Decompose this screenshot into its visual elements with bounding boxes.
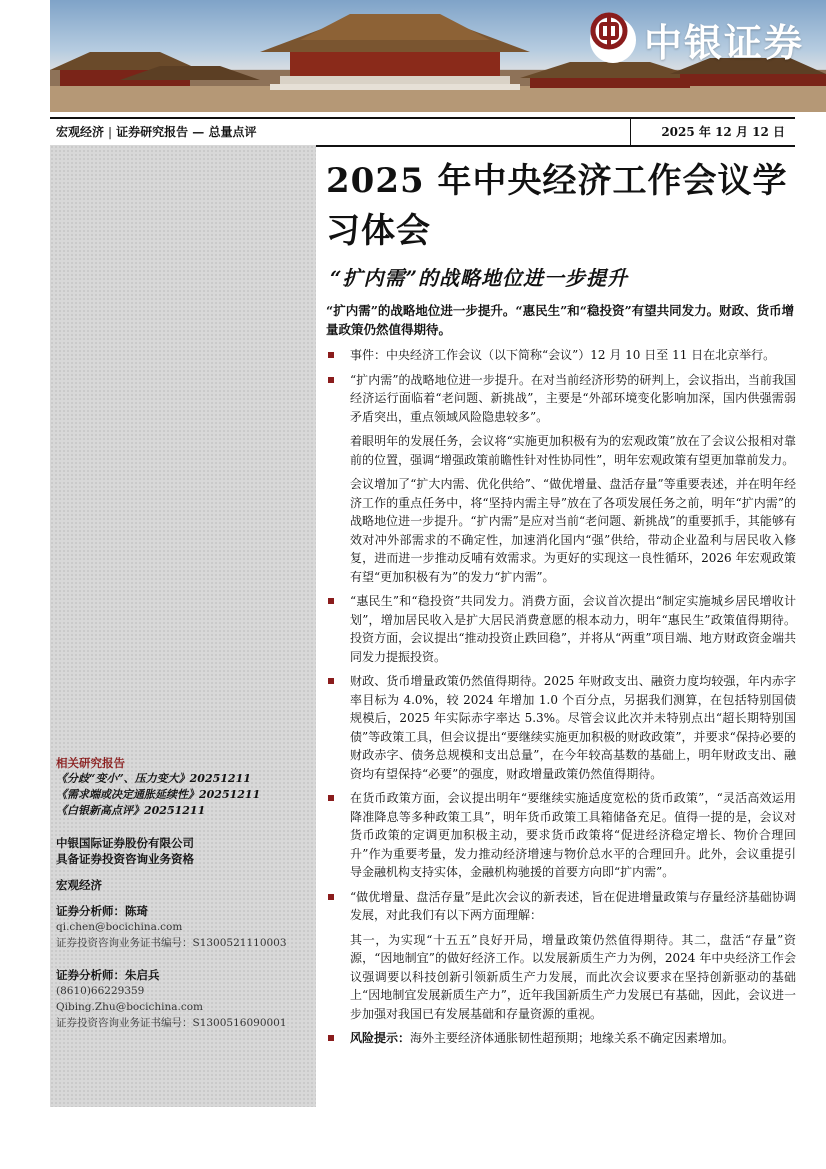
brand-name: 中银证券 xyxy=(643,21,804,65)
boc-logo-icon xyxy=(590,17,636,63)
analyst-title: 证券分析师：朱启兵 xyxy=(56,968,160,982)
bullet-item: “扩内需”的战略地位进一步提升。在对当前经济形势的研判上，会议指出，当前我国经济运行面临着“老问题、新挑战”，主要是“外部环境变化影响加深，国内供强需弱矛盾突出，重点领域风险隐患较多”。 xyxy=(326,371,796,427)
body-paragraph: 其一，为实现“十五五”良好开局，增量政策仍然值得期待。其二，盘活“存量”资源，“因地制宜”的做好经济工作。以发展新质生产力为例，2024 年中央经济工作会议强调要以科技创新引领新质生产力发展，而此次会议要求在坚持创新驱动的基础上“因地制宜发展新质生产力”，近年我国新质生产力发展已有基础，因此，会议进一步加强对我国已有发展基础和存量资源的重视。 xyxy=(350,932,796,1021)
report-title: 2025 年中央经济工作会议学习体会 xyxy=(326,161,788,251)
bullet-square-icon xyxy=(328,352,334,358)
analyst-license: 证券投资咨询业务证书编号：S1300516090001 xyxy=(56,1017,287,1029)
analyst-card xyxy=(56,967,287,1031)
bullet-item: 事件：中央经济工作会议（以下简称“会议”）12 月 10 日至 11 日在北京举行。 xyxy=(326,346,796,365)
bullet-item: 财政、货币增量政策仍然值得期待。2025 年财政支出、融资力度均较强，年内赤字率目标为 4.0%，较 2024 年增加 1.0 个百分点，另据我们测算，在包括特别国债规模后，2025 年实际赤字率达 5.3%。尽管会议此次并未特别点出“超长期特别国债”等政策工具，但会议提出“要继续实施更加积极的财政政策”，并要求“保持必要的财政赤字、债务总规模和支出总量”，在今年较高基数的基础上，明年财政支出、融资均有望保持“必要”的强度，财政增量政策仍然值得期待。 xyxy=(326,672,796,783)
report-date: 2025 年 12 月 12 日 xyxy=(661,125,785,139)
bullet-square-icon xyxy=(328,1035,334,1041)
analyst-email[interactable]: Qibing.Zhu@bocichina.com xyxy=(56,1001,203,1013)
body-paragraph: 着眼明年的发展任务，会议将“实施更加积极有为的宏观政策”放在了会议公报相对靠前的位置，强调“增强政策前瞻性针对性协同性”，明年宏观政策有望更加靠前发力。 xyxy=(350,434,796,467)
risk-warning xyxy=(326,1029,796,1048)
sector-label: 宏观经济 xyxy=(56,878,102,892)
report-body xyxy=(326,346,796,1054)
risk-label: 风险提示： xyxy=(350,1031,411,1045)
related-reports xyxy=(56,755,260,819)
report-classification: 宏观经济 | 证券研究报告 — 总量点评 xyxy=(56,125,257,139)
sidebar xyxy=(50,145,316,1107)
risk-text: 海外主要经济体通胀韧性超预期；地缘关系不确定因素增加。 xyxy=(410,1031,735,1045)
analyst-title: 证券分析师：陈琦 xyxy=(56,904,148,918)
bullet-square-icon xyxy=(328,678,334,684)
report-meta-bar xyxy=(50,117,795,147)
related-report-link[interactable]: 《分歧“变小”、压力变大》20251211 xyxy=(56,772,251,785)
brand-logo xyxy=(590,12,804,67)
report-summary: “扩内需”的战略地位进一步提升。“惠民生”和“稳投资”有望共同发力。财政、货币增量政策仍然值得期待。 xyxy=(326,303,795,337)
bullet-square-icon xyxy=(328,598,334,604)
company-qualification: 具备证券投资咨询业务资格 xyxy=(56,852,194,866)
analyst-license: 证券投资咨询业务证书编号：S1300521110003 xyxy=(56,937,287,949)
related-report-link[interactable]: 《白银新高点评》20251211 xyxy=(56,804,206,817)
bullet-square-icon xyxy=(328,795,334,801)
related-heading: 相关研究报告 xyxy=(56,756,125,770)
company-name: 中银国际证券股份有限公司 xyxy=(56,836,194,850)
analyst-phone: (8610)66229359 xyxy=(56,985,145,997)
report-dash: — xyxy=(192,125,205,139)
report-type: 证券研究报告 xyxy=(116,125,189,139)
report-subtype: 总量点评 xyxy=(208,125,257,139)
company-info xyxy=(56,835,194,867)
report-subtitle: “扩内需”的战略地位进一步提升 xyxy=(330,266,629,290)
report-category: 宏观经济 xyxy=(56,125,105,139)
body-paragraph: 会议增加了“扩大内需、优化供给”、“做优增量、盘活存量”等重要表述，并在明年经济工作的重点任务中，将“坚持内需主导”放在了各项发展任务之前，明年“扩内需”的战略地位进一步提升。“扩内需”是应对当前“老问题、新挑战”的重要抓手，其能够有效对冲外部需求的不确定性，加速消化国内“强”供给，带动企业盈利与居民收入修复，进而进一步推动反哺有效需求。为更好的实现这一良性循环，2026 年宏观政策有望“更加积极有为”的发力“扩内需”。 xyxy=(350,477,796,584)
header-banner xyxy=(50,0,826,112)
bullet-item: 在货币政策方面，会议提出明年“要继续实施适度宽松的货币政策”，“灵活高效运用降准降息等多种政策工具”，明年货币政策工具箱储备充足。值得一提的是，会议对货币政策的定调更加积极主动，要求货币政策将“促进经济稳定增长、物价合理回升”作为重要考量，发力推动经济增速与物价总水平的合理回升。此外，会议重提引导金融机构支持实体，金融机构驰援的首要方向即“扩内需”。 xyxy=(326,789,796,882)
analyst-email[interactable]: qi.chen@bocichina.com xyxy=(56,921,183,933)
analyst-card xyxy=(56,903,287,951)
bullet-square-icon xyxy=(328,377,334,383)
meta-divider xyxy=(630,119,631,145)
bullet-square-icon xyxy=(328,894,334,900)
bullet-item: “做优增量、盘活存量”是此次会议的新表述，旨在促进增量政策与存量经济基础协调发展，对此我们有以下两方面理解： xyxy=(326,888,796,925)
bullet-item: “惠民生”和“稳投资”共同发力。消费方面，会议首次提出“制定实施城乡居民增收计划”，增加居民收入是扩大居民消费意愿的根本动力，明年“惠民生”政策值得期待。投资方面，会议提出“推动投资止跌回稳”，并将从“两重”项目端、地方财政资金端共同发力提振投资。 xyxy=(326,592,796,666)
related-report-link[interactable]: 《需求端或决定通胀延续性》20251211 xyxy=(56,788,261,801)
